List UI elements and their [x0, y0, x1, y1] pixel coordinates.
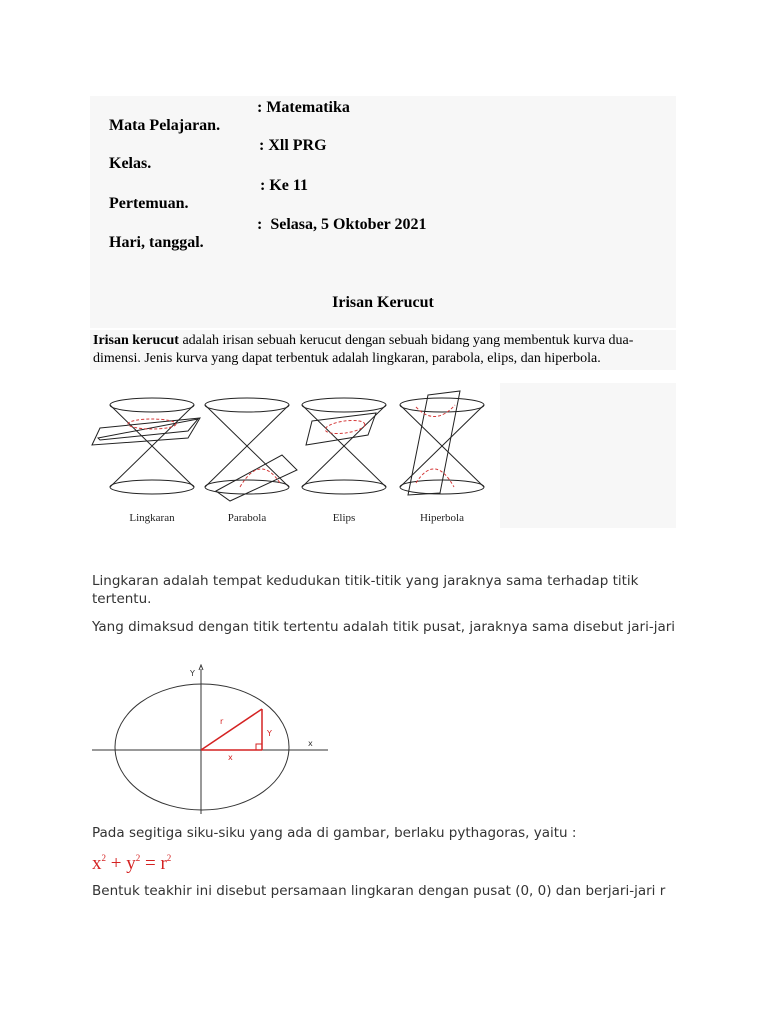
- formula-equals: =: [140, 853, 161, 874]
- cone-label-lingkaran: Lingkaran: [129, 512, 175, 524]
- class-label: Kelas.: [109, 155, 152, 172]
- paragraph-pythagoras: Pada segitiga siku-siku yang ada di gambar, berlaku pythagoras, yaitu :: [92, 825, 577, 841]
- y-axis-label: Y: [190, 669, 195, 678]
- subject-value: : Matematika: [257, 99, 350, 116]
- circle-equation: [92, 853, 171, 875]
- class-value: : Xll PRG: [259, 137, 327, 154]
- cone-label-hiperbola: Hiperbola: [420, 512, 464, 524]
- intro-term: Irisan kerucut: [93, 333, 179, 348]
- formula-r: r: [160, 853, 167, 874]
- intro-paragraph: [90, 330, 676, 370]
- date-label: Hari, tanggal.: [109, 234, 204, 251]
- formula-exp-x: 2: [101, 853, 106, 863]
- x-axis-label: x: [308, 739, 313, 748]
- formula-x: x: [92, 853, 102, 874]
- header-block: [90, 96, 676, 282]
- formula-exp-y: 2: [135, 853, 141, 863]
- meeting-value: : Ke 11: [260, 177, 308, 194]
- formula-plus: +: [106, 853, 127, 874]
- formula-y: y: [126, 853, 136, 874]
- leg-x-label: x: [228, 753, 233, 762]
- intro-text: adalah irisan sebuah kerucut dengan sebuah bidang yang membentuk kurva dua-dimensi. Jenis kurva yang dapat terbentuk adalah lingkaran, parabola, elips, dan hiperbola.: [93, 333, 634, 366]
- right-angle-mark: [256, 744, 262, 750]
- page-title: Irisan Kerucut: [332, 294, 434, 311]
- title-block: [90, 282, 676, 328]
- meeting-label: Pertemuan.: [109, 195, 189, 212]
- radius-label: r: [220, 717, 224, 726]
- circle-coordinate-figure: [92, 664, 328, 814]
- subject-label: Mata Pelajaran.: [109, 117, 221, 134]
- formula-exp-r: 2: [166, 853, 172, 863]
- radius-line: [201, 709, 262, 750]
- paragraph-equation-note: Bentuk teakhir ini disebut persamaan lingkaran dengan pusat (0, 0) dan berjari-jari r: [92, 883, 666, 899]
- paragraph-lingkaran-definition: Lingkaran adalah tempat kedudukan titik-titik yang jaraknya sama terhadap titik tertentu.: [92, 573, 639, 607]
- paragraph-center-radius: Yang dimaksud dengan titik tertentu adalah titik pusat, jaraknya sama disebut jari-jari: [92, 619, 676, 635]
- header-row-date: [93, 216, 427, 288]
- cone-label-parabola: Parabola: [227, 512, 267, 524]
- circle-shape: [115, 684, 289, 810]
- leg-y-label: Y: [267, 729, 272, 738]
- conic-sections-figure: [90, 383, 676, 528]
- cone-label-elips: Elips: [332, 512, 356, 524]
- date-value: : Selasa, 5 Oktober 2021: [257, 216, 427, 233]
